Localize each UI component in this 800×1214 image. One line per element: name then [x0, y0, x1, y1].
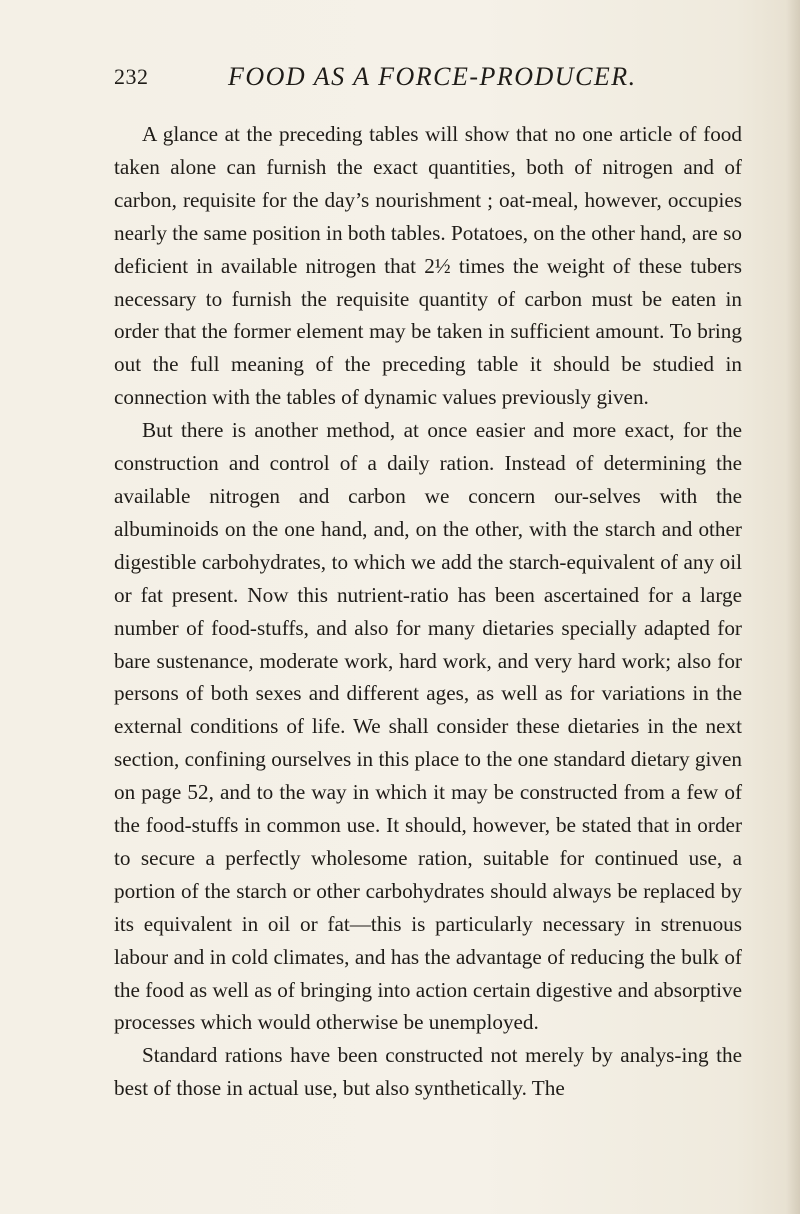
- page-number: 232: [114, 64, 149, 89]
- page-edge-shadow: [786, 0, 800, 1214]
- body-text: [114, 118, 742, 1105]
- running-title: FOOD AS A FORCE-PRODUCER.: [228, 62, 637, 91]
- paragraph-2: But there is another method, at once easier and more exact, for the construction and control of a daily ration. Instead of determining the available nitrogen and carbon we concern our-selves with the albuminoids on the one hand, and, on the other, with the starch and other digestible carbohydrates, to which we add the starch-equivalent of any oil or fat present. Now this nutrient-ratio has been ascertained for a large number of food-stuffs, and also for many dietaries specially adapted for bare sustenance, moderate work, hard work, and very hard work; also for persons of both sexes and different ages, as well as for variations in the external conditions of life. We shall consider these dietaries in the next section, confining ourselves in this place to the one standard dietary given on page 52, and to the way in which it may be constructed from a few of the food-stuffs in common use. It should, however, be stated that in order to secure a perfectly wholesome ration, suitable for continued use, a portion of the starch or other carbohydrates should always be replaced by its equivalent in oil or fat—this is particularly necessary in strenuous labour and in cold climates, and has the advantage of reducing the bulk of the food as well as of bringing into action certain digestive and absorptive processes which would otherwise be unemployed.: [114, 418, 742, 1035]
- page-header: [114, 62, 754, 96]
- paragraph-1: A glance at the preceding tables will show that no one article of food taken alone can furnish the exact quantities, both of nitrogen and of carbon, requisite for the day’s nourishment ; oat-meal, however, occupies nearly the same position in both tables. Potatoes, on the other hand, are so deficient in available nitrogen that 2½ times the weight of these tubers necessary to furnish the requisite quantity of carbon must be eaten in order that the former element may be taken in sufficient amount. To bring out the full meaning of the preceding table it should be studied in connection with the tables of dynamic values previously given.: [114, 122, 742, 410]
- paragraph-3: Standard rations have been constructed not merely by analys-ing the best of those in actual use, but also synthetically. The: [114, 1043, 742, 1101]
